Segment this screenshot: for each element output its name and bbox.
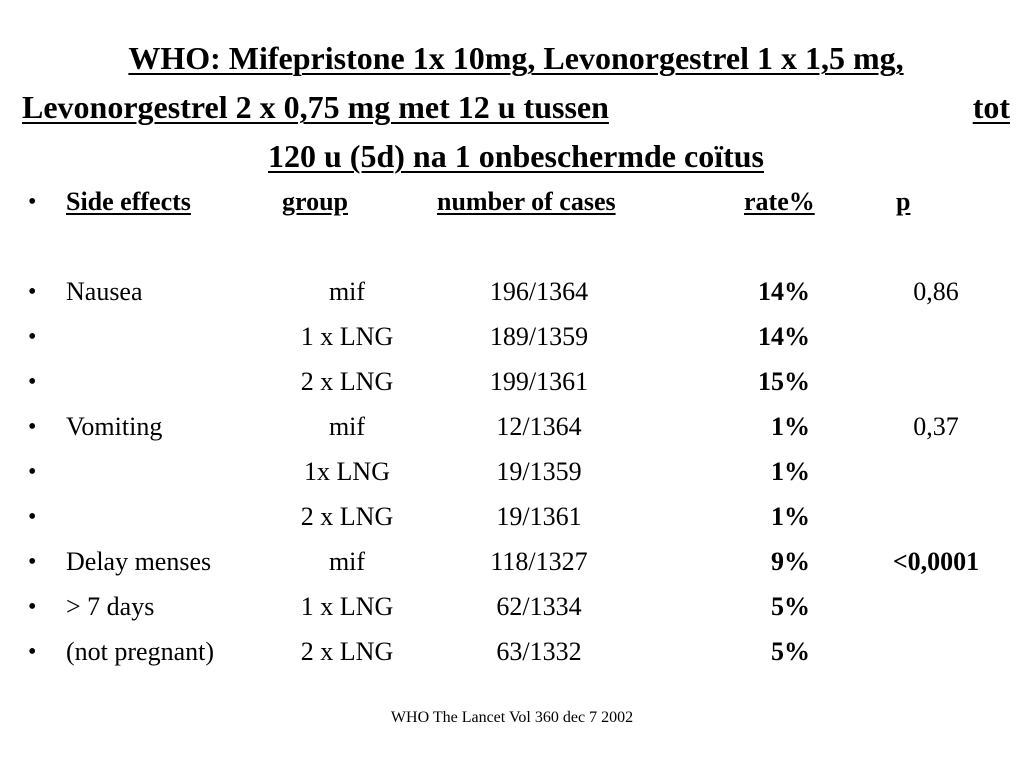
row-cases: 63/1332 bbox=[496, 637, 582, 666]
title-line-1: WHO: Mifepristone 1x 10mg, Levonorgestrel 1 x 1,5 mg, bbox=[128, 40, 904, 76]
row-rate: 9% bbox=[771, 547, 810, 576]
row-group: 1 x LNG bbox=[300, 592, 394, 621]
table-row bbox=[0, 452, 1024, 492]
bullet: • bbox=[28, 459, 37, 485]
bullet: • bbox=[28, 414, 37, 440]
row-rate: 15% bbox=[758, 367, 810, 396]
row-group: mif bbox=[328, 412, 366, 441]
row-cases: 199/1361 bbox=[489, 367, 589, 396]
row-group: mif bbox=[328, 277, 366, 306]
header-group: group bbox=[282, 187, 348, 216]
table-row bbox=[0, 317, 1024, 357]
row-cases: 62/1334 bbox=[496, 592, 582, 621]
row-label: Vomiting bbox=[66, 412, 163, 441]
row-rate: 1% bbox=[771, 457, 810, 486]
row-cases: 196/1364 bbox=[489, 277, 589, 306]
row-rate: 5% bbox=[771, 637, 810, 666]
row-group: mif bbox=[328, 547, 366, 576]
header-number-of-cases: number of cases bbox=[437, 187, 616, 216]
table-row bbox=[0, 497, 1024, 537]
row-p: <0,0001 bbox=[892, 547, 980, 576]
row-rate: 1% bbox=[771, 502, 810, 531]
header-side-effects: Side effects bbox=[66, 187, 191, 216]
bullet: • bbox=[28, 594, 37, 620]
bullet: • bbox=[28, 549, 37, 575]
citation-footer: WHO The Lancet Vol 360 dec 7 2002 bbox=[390, 709, 634, 726]
header-p: p bbox=[896, 187, 911, 216]
row-group: 2 x LNG bbox=[300, 367, 394, 396]
row-cases: 189/1359 bbox=[489, 322, 589, 351]
row-label: Nausea bbox=[66, 277, 143, 306]
row-group: 1 x LNG bbox=[300, 322, 394, 351]
row-rate: 14% bbox=[758, 277, 810, 306]
title-line-3: 120 u (5d) na 1 onbeschermde coïtus bbox=[267, 138, 764, 174]
row-rate: 14% bbox=[758, 322, 810, 351]
table-row bbox=[0, 587, 1024, 627]
row-group: 2 x LNG bbox=[300, 502, 394, 531]
bullet: • bbox=[28, 369, 37, 395]
bullet: • bbox=[28, 504, 37, 530]
table-row bbox=[0, 272, 1024, 312]
bullet: • bbox=[28, 279, 37, 305]
bullet: • bbox=[28, 639, 37, 665]
row-cases: 19/1359 bbox=[496, 457, 582, 486]
bullet: • bbox=[28, 189, 37, 215]
title-line-2-left: Levonorgestrel 2 x 0,75 mg met 12 u tussen bbox=[22, 89, 609, 125]
row-p: 0,86 bbox=[913, 277, 959, 306]
row-label: (not pregnant) bbox=[66, 637, 215, 666]
table-row bbox=[0, 542, 1024, 582]
table-row bbox=[0, 632, 1024, 672]
row-group: 2 x LNG bbox=[300, 637, 394, 666]
row-label: Delay menses bbox=[66, 547, 212, 576]
bullet: • bbox=[28, 324, 37, 350]
row-label: > 7 days bbox=[66, 592, 155, 621]
table-row bbox=[0, 362, 1024, 402]
row-cases: 12/1364 bbox=[496, 412, 582, 441]
table-row bbox=[0, 407, 1024, 447]
title-line-2-right: tot bbox=[972, 89, 1010, 125]
row-group: 1x LNG bbox=[304, 457, 390, 486]
header-rate: rate% bbox=[744, 187, 815, 216]
row-rate: 1% bbox=[771, 412, 810, 441]
row-p: 0,37 bbox=[913, 412, 959, 441]
row-rate: 5% bbox=[771, 592, 810, 621]
row-cases: 118/1327 bbox=[490, 547, 588, 576]
row-cases: 19/1361 bbox=[496, 502, 582, 531]
table-header-row bbox=[0, 182, 1024, 222]
